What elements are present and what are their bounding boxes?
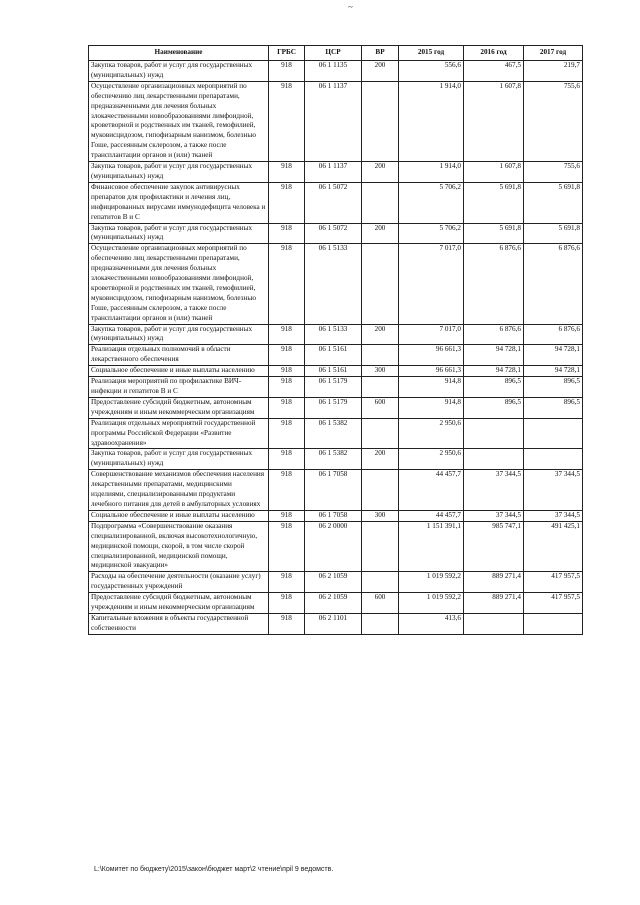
row-name-cell: Реализация отдельных полномочий в области лекарственного обеспечения (89, 345, 269, 366)
table-row (89, 521, 583, 572)
row-2017-cell: 417 957,5 (524, 572, 583, 593)
table-row (89, 572, 583, 593)
row-vr-cell: 200 (362, 223, 399, 244)
row-csr-cell: 06 1 5161 (305, 366, 362, 377)
row-2017-cell: 5 691,8 (524, 223, 583, 244)
row-grbs-cell: 918 (269, 613, 305, 634)
row-name-cell: Закупка товаров, работ и услуг для государственных (муниципальных) нужд (89, 162, 269, 183)
row-2016-cell (464, 449, 524, 470)
table-row (89, 470, 583, 511)
row-2016-cell: 37 344,5 (464, 470, 524, 511)
row-2017-cell: 5 691,8 (524, 182, 583, 223)
row-grbs-cell: 918 (269, 470, 305, 511)
row-vr-cell (362, 81, 399, 161)
row-grbs-cell: 918 (269, 572, 305, 593)
row-name-cell: Предоставление субсидий бюджетным, автономным учреждениям и иным некоммерческим организациям (89, 593, 269, 614)
row-2016-cell: 6 876,6 (464, 244, 524, 324)
row-2016-cell: 5 691,8 (464, 223, 524, 244)
row-name-cell: Совершенствование механизмов обеспечения населения лекарственными препаратами, медицинскими изделиями, специализированными продуктами лечебного питания для детей в амбулаторных условиях (89, 470, 269, 511)
row-vr-cell (362, 377, 399, 398)
row-csr-cell: 06 1 5133 (305, 324, 362, 345)
col-header-2015: 2015 год (399, 46, 464, 61)
row-2016-cell: 37 344,5 (464, 510, 524, 521)
row-2015-cell: 556,6 (399, 61, 464, 82)
page-mark: ~ (348, 2, 353, 12)
row-csr-cell: 06 1 1137 (305, 162, 362, 183)
row-2015-cell: 96 661,3 (399, 366, 464, 377)
col-header-grbs: ГРБС (269, 46, 305, 61)
col-header-vr: ВР (362, 46, 399, 61)
row-vr-cell: 200 (362, 61, 399, 82)
row-name-cell: Предоставление субсидий бюджетным, автономным учреждениям и иным некоммерческим организациям (89, 397, 269, 418)
row-vr-cell (362, 345, 399, 366)
row-2016-cell: 889 271,4 (464, 593, 524, 614)
row-grbs-cell: 918 (269, 510, 305, 521)
row-csr-cell: 06 2 1101 (305, 613, 362, 634)
row-name-cell: Капитальные вложения в объекты государственной собственности (89, 613, 269, 634)
table-row (89, 449, 583, 470)
row-2017-cell: 6 876,6 (524, 244, 583, 324)
row-2015-cell: 1 019 592,2 (399, 593, 464, 614)
row-name-cell: Подпрограмма «Совершенствование оказания специализированной, включая высокотехнологичную, медицинской помощи, скорой, в том числе скорой специализированной, медицинской помощи, медицинской эвакуации» (89, 521, 269, 572)
row-csr-cell: 06 1 5133 (305, 244, 362, 324)
row-2017-cell: 896,5 (524, 377, 583, 398)
row-vr-cell (362, 418, 399, 449)
row-2016-cell: 896,5 (464, 397, 524, 418)
row-vr-cell (362, 572, 399, 593)
row-csr-cell: 06 1 5382 (305, 418, 362, 449)
row-name-cell: Закупка товаров, работ и услуг для государственных (муниципальных) нужд (89, 324, 269, 345)
row-2015-cell: 7 017,0 (399, 324, 464, 345)
row-grbs-cell: 918 (269, 182, 305, 223)
row-2017-cell: 755,6 (524, 81, 583, 161)
row-grbs-cell: 918 (269, 81, 305, 161)
row-2016-cell: 896,5 (464, 377, 524, 398)
col-header-2016: 2016 год (464, 46, 524, 61)
row-name-cell: Социальное обеспечение и иные выплаты населению (89, 366, 269, 377)
row-name-cell: Реализация мероприятий по профилактике ВИЧ-инфекции и гепатитов В и С (89, 377, 269, 398)
row-2015-cell: 914,8 (399, 397, 464, 418)
row-vr-cell: 600 (362, 397, 399, 418)
row-grbs-cell: 918 (269, 162, 305, 183)
row-2016-cell (464, 418, 524, 449)
row-2017-cell: 491 425,1 (524, 521, 583, 572)
row-2015-cell: 96 661,3 (399, 345, 464, 366)
row-2016-cell: 467,5 (464, 61, 524, 82)
row-grbs-cell: 918 (269, 418, 305, 449)
row-2015-cell: 914,8 (399, 377, 464, 398)
row-2017-cell: 896,5 (524, 397, 583, 418)
row-grbs-cell: 918 (269, 449, 305, 470)
row-2016-cell: 94 728,1 (464, 345, 524, 366)
table-row (89, 397, 583, 418)
row-vr-cell: 200 (362, 324, 399, 345)
row-2017-cell: 417 957,5 (524, 593, 583, 614)
row-csr-cell: 06 1 1137 (305, 81, 362, 161)
row-2017-cell: 94 728,1 (524, 366, 583, 377)
table-header-row (89, 46, 583, 61)
row-csr-cell: 06 1 5161 (305, 345, 362, 366)
row-name-cell: Осуществление организационных мероприятий по обеспечению лиц лекарственными препаратами, предназначенными для лечения больных злокачественными новообразованиями лимфоидной, кроветворной и родственных им тканей, гемофилией, муковисцидозом, гипофизарным нанизмом, болезнью Гоше, рассеянным склерозом, а также после трансплантации органов и (или) тканей (89, 244, 269, 324)
row-2016-cell: 5 691,8 (464, 182, 524, 223)
row-csr-cell: 06 2 0000 (305, 521, 362, 572)
table-row (89, 223, 583, 244)
row-2015-cell: 1 019 592,2 (399, 572, 464, 593)
table-row (89, 377, 583, 398)
table-row (89, 324, 583, 345)
row-2015-cell: 44 457,7 (399, 470, 464, 511)
table-row (89, 345, 583, 366)
row-csr-cell: 06 1 7058 (305, 470, 362, 511)
row-2015-cell: 1 151 391,1 (399, 521, 464, 572)
row-grbs-cell: 918 (269, 366, 305, 377)
row-2015-cell: 44 457,7 (399, 510, 464, 521)
row-csr-cell: 06 2 1059 (305, 593, 362, 614)
row-vr-cell (362, 521, 399, 572)
row-2015-cell: 2 950,6 (399, 418, 464, 449)
col-header-name: Наименование (89, 46, 269, 61)
row-2017-cell (524, 613, 583, 634)
row-2017-cell: 6 876,6 (524, 324, 583, 345)
row-grbs-cell: 918 (269, 593, 305, 614)
row-2017-cell: 94 728,1 (524, 345, 583, 366)
row-vr-cell (362, 182, 399, 223)
row-name-cell: Закупка товаров, работ и услуг для государственных (муниципальных) нужд (89, 449, 269, 470)
row-2016-cell (464, 613, 524, 634)
table-row (89, 593, 583, 614)
row-2017-cell: 755,6 (524, 162, 583, 183)
row-name-cell: Закупка товаров, работ и услуг для государственных (муниципальных) нужд (89, 223, 269, 244)
row-csr-cell: 06 1 1135 (305, 61, 362, 82)
col-header-csr: ЦСР (305, 46, 362, 61)
row-2017-cell (524, 449, 583, 470)
row-2015-cell: 7 017,0 (399, 244, 464, 324)
row-2016-cell: 6 876,6 (464, 324, 524, 345)
col-header-2017: 2017 год (524, 46, 583, 61)
file-path-footer: L:\Комитет по бюджету\2015\закон\бюджет март\2 чтение\прil 9 ведомств. (94, 866, 334, 873)
row-grbs-cell: 918 (269, 397, 305, 418)
row-2015-cell: 2 950,6 (399, 449, 464, 470)
row-csr-cell: 06 2 1059 (305, 572, 362, 593)
table-row (89, 61, 583, 82)
row-vr-cell: 300 (362, 510, 399, 521)
table-row (89, 182, 583, 223)
row-name-cell: Расходы на обеспечение деятельности (оказание услуг) государственных учреждений (89, 572, 269, 593)
row-csr-cell: 06 1 5072 (305, 182, 362, 223)
row-csr-cell: 06 1 7058 (305, 510, 362, 521)
table-row (89, 613, 583, 634)
row-name-cell: Социальное обеспечение и иные выплаты населению (89, 510, 269, 521)
row-2015-cell: 5 706,2 (399, 182, 464, 223)
row-csr-cell: 06 1 5382 (305, 449, 362, 470)
row-vr-cell: 200 (362, 162, 399, 183)
table-row (89, 510, 583, 521)
row-grbs-cell: 918 (269, 377, 305, 398)
budget-table (88, 45, 583, 635)
row-vr-cell (362, 470, 399, 511)
row-2016-cell: 94 728,1 (464, 366, 524, 377)
row-name-cell: Финансовое обеспечение закупок антивирусных препаратов для профилактики и лечения лиц, инфицированных вирусами иммунодефицита человека и гепатитов В и С (89, 182, 269, 223)
row-2015-cell: 413,6 (399, 613, 464, 634)
row-2017-cell: 219,7 (524, 61, 583, 82)
row-vr-cell: 600 (362, 593, 399, 614)
row-vr-cell (362, 244, 399, 324)
row-2015-cell: 5 706,2 (399, 223, 464, 244)
row-name-cell: Осуществление организационных мероприятий по обеспечению лиц лекарственными препаратами, предназначенными для лечения больных злокачественными новообразованиями лимфоидной, кроветворной и родственных им тканей, гемофилией, муковисцидозом, гипофизарным нанизмом, болезнью Гоше, рассеянным склерозом, а также после трансплантации органов и (или) тканей (89, 81, 269, 161)
row-vr-cell (362, 613, 399, 634)
row-grbs-cell: 918 (269, 244, 305, 324)
table-row (89, 81, 583, 161)
row-2017-cell: 37 344,5 (524, 510, 583, 521)
row-vr-cell: 200 (362, 449, 399, 470)
row-2017-cell (524, 418, 583, 449)
row-grbs-cell: 918 (269, 61, 305, 82)
table-row (89, 418, 583, 449)
row-2016-cell: 985 747,1 (464, 521, 524, 572)
row-csr-cell: 06 1 5179 (305, 397, 362, 418)
row-2017-cell: 37 344,5 (524, 470, 583, 511)
row-grbs-cell: 918 (269, 521, 305, 572)
table-row (89, 244, 583, 324)
row-csr-cell: 06 1 5072 (305, 223, 362, 244)
row-vr-cell: 300 (362, 366, 399, 377)
row-2016-cell: 1 607,8 (464, 162, 524, 183)
row-name-cell: Реализация отдельных мероприятий государственной программы Российской Федерации «Развитие здравоохранения» (89, 418, 269, 449)
row-name-cell: Закупка товаров, работ и услуг для государственных (муниципальных) нужд (89, 61, 269, 82)
row-grbs-cell: 918 (269, 324, 305, 345)
table-row (89, 366, 583, 377)
row-2016-cell: 889 271,4 (464, 572, 524, 593)
row-2015-cell: 1 914,0 (399, 81, 464, 161)
row-2015-cell: 1 914,0 (399, 162, 464, 183)
table-row (89, 162, 583, 183)
row-grbs-cell: 918 (269, 345, 305, 366)
row-2016-cell: 1 607,8 (464, 81, 524, 161)
row-grbs-cell: 918 (269, 223, 305, 244)
row-csr-cell: 06 1 5179 (305, 377, 362, 398)
